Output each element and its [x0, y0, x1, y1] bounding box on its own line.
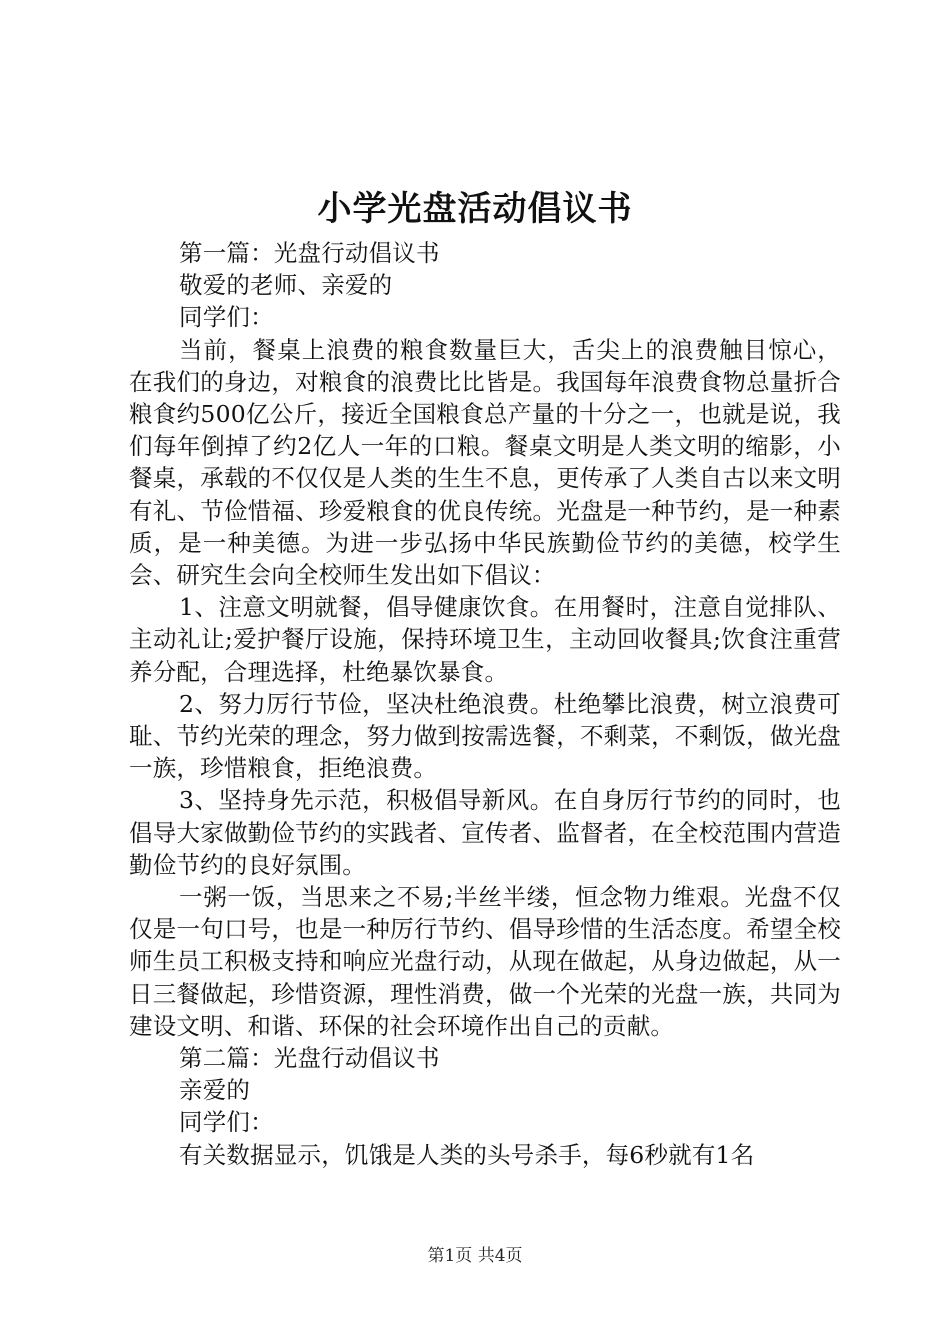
section-heading-2: 第二篇：光盘行动倡议书	[179, 1044, 440, 1073]
proposal-item-1: 1、注意文明就餐，倡导健康饮食。在用餐时，注意自觉排队、主动礼让;爱护餐厅设施，保持环境卫生，主动回收餐具;饮食注重营养分配，合理选择，杜绝暴饮暴食。	[129, 593, 841, 686]
section-heading-1: 第一篇：光盘行动倡议书	[179, 239, 440, 267]
salutation-line-2: 同学们：	[179, 303, 274, 332]
salutation-line-3: 亲爱的	[179, 1076, 251, 1105]
salutation-line-4: 同学们：	[179, 1108, 274, 1137]
salutation-line-1: 敬爱的老师、亲爱的	[179, 271, 393, 300]
proposal-item-3: 3、坚持身先示范，积极倡导新风。在自身厉行节约的同时，也倡导大家做勤俭节约的实践者、宣传者、监督者，在全校范围内营造勤俭节约的良好氛围。	[129, 786, 841, 879]
document-body	[129, 237, 841, 1171]
page-number-footer: 第1页 共4页	[427, 1246, 523, 1266]
proposal-item-2: 2、努力厉行节俭，坚决杜绝浪费。杜绝攀比浪费，树立浪费可耻、节约光荣的理念，努力做到按需选餐，不剩菜，不剩饭，做光盘一族，珍惜粮食，拒绝浪费。	[129, 689, 841, 783]
closing-paragraph: 一粥一饭，当思来之不易;半丝半缕，恒念物力维艰。光盘不仅仅是一句口号，也是一种厉行节约、倡导珍惜的生活态度。希望全校师生员工积极支持和响应光盘行动，从现在做起，从身边做起，从一日三餐做起，珍惜资源，理性消费，做一个光荣的光盘一族，共同为建设文明、和谐、环保的社会环境作出自己的贡献。	[129, 883, 841, 1040]
document-title: 小学光盘活动倡议书	[317, 189, 633, 229]
body-paragraph-2: 有关数据显示，饥饿是人类的头号杀手，每6秒就有1名	[179, 1140, 755, 1169]
body-paragraph: 当前，餐桌上浪费的粮食数量巨大，舌尖上的浪费触目惊心，在我们的身边，对粮食的浪费比比皆是。我国每年浪费食物总量折合粮食约500亿公斤，接近全国粮食总产量的十分之一，也就是说，我们每年倒掉了约2亿人一年的口粮。餐桌文明是人类文明的缩影，小餐桌，承载的不仅仅是人类的生生不息，更传承了人类自古以来文明有礼、节俭惜福、珍爱粮食的优良传统。光盘是一种节约，是一种素质，是一种美德。为进一步弘扬中华民族勤俭节约的美德，校学生会、研究生会向全校师生发出如下倡议：	[129, 335, 841, 590]
